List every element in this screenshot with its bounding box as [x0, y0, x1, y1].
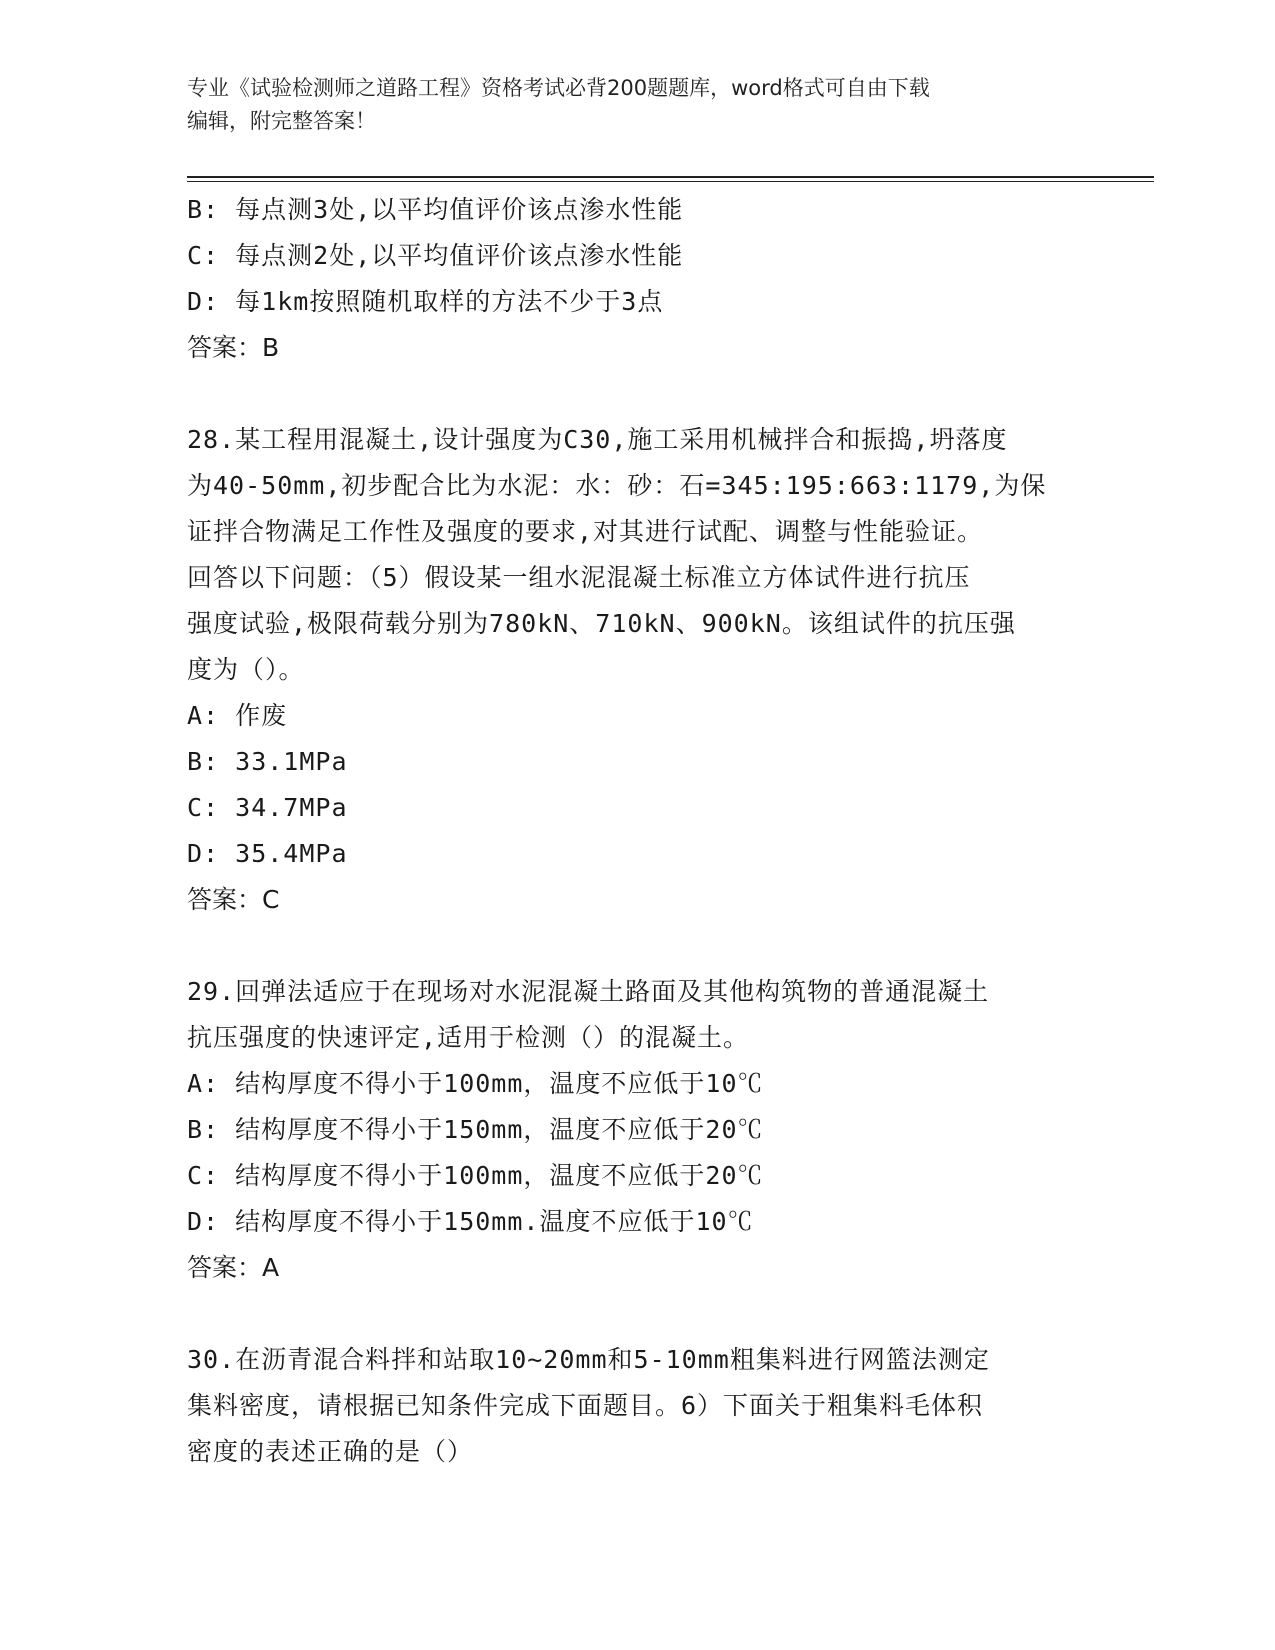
question-29-option-c: C: 结构厚度不得小于100mm，温度不应低于20℃ — [187, 1161, 764, 1190]
question-28-stem-line: 为40-50mm,初步配合比为水泥：水：砂：石=345:195:663:1179,为保 — [187, 471, 1047, 500]
question-27-answer: 答案：B — [187, 333, 280, 362]
question-28-option-b: B: 33.1MPa — [187, 747, 348, 776]
question-29-option-b: B: 结构厚度不得小于150mm，温度不应低于20℃ — [187, 1115, 764, 1144]
question-28-stem-line: 28.某工程用混凝土,设计强度为C30,施工采用机械拌合和振捣,坍落度 — [187, 425, 1008, 454]
spacer — [187, 371, 1087, 417]
question-28-stem-line: 强度试验,极限荷载分别为780kN、710kN、900kN。该组试件的抗压强 — [187, 609, 1016, 638]
document-header — [187, 72, 1087, 138]
question-30-stem-line: 密度的表述正确的是（） — [187, 1437, 474, 1466]
question-27-option-d: D: 每1km按照随机取样的方法不少于3点 — [187, 287, 664, 316]
spacer — [187, 1291, 1087, 1337]
question-29-answer: 答案：A — [187, 1253, 280, 1282]
question-28-option-d: D: 35.4MPa — [187, 839, 348, 868]
question-30-stem-line: 30.在沥青混合料拌和站取10~20mm和5-10mm粗集料进行网篮法测定 — [187, 1345, 990, 1374]
header-divider — [187, 176, 1154, 182]
header-line-2: 编辑，附完整答案！ — [187, 109, 376, 133]
question-28-stem-line: 度为（）。 — [187, 655, 305, 684]
question-27-option-c: C: 每点测2处,以平均值评价该点渗水性能 — [187, 241, 684, 270]
question-30 — [187, 1337, 1087, 1475]
question-28-stem-line: 回答以下问题：（5）假设某一组水泥混凝土标准立方体试件进行抗压 — [187, 563, 971, 592]
question-29-option-a: A: 结构厚度不得小于100mm，温度不应低于10℃ — [187, 1069, 764, 1098]
question-28-option-c: C: 34.7MPa — [187, 793, 348, 822]
question-29-option-d: D: 结构厚度不得小于150mm.温度不应低于10℃ — [187, 1207, 754, 1236]
question-28 — [187, 417, 1087, 923]
question-29-stem-line: 抗压强度的快速评定,适用于检测（）的混凝土。 — [187, 1023, 750, 1052]
question-27 — [187, 187, 1087, 371]
question-29 — [187, 969, 1087, 1291]
question-28-option-a: A: 作废 — [187, 701, 288, 730]
question-30-stem-line: 集料密度，请根据已知条件完成下面题目。6）下面关于粗集料毛体积 — [187, 1391, 984, 1420]
question-28-stem-line: 证拌合物满足工作性及强度的要求,对其进行试配、调整与性能验证。 — [187, 517, 984, 546]
header-line-1: 专业《试验检测师之道路工程》资格考试必背200题题库，word格式可自由下载 — [187, 76, 930, 100]
question-28-answer: 答案：C — [187, 885, 280, 914]
question-27-option-b: B: 每点测3处,以平均值评价该点渗水性能 — [187, 195, 684, 224]
question-29-stem-line: 29.回弹法适应于在现场对水泥混凝土路面及其他构筑物的普通混凝土 — [187, 977, 990, 1006]
spacer — [187, 923, 1087, 969]
document-body — [187, 187, 1087, 1475]
